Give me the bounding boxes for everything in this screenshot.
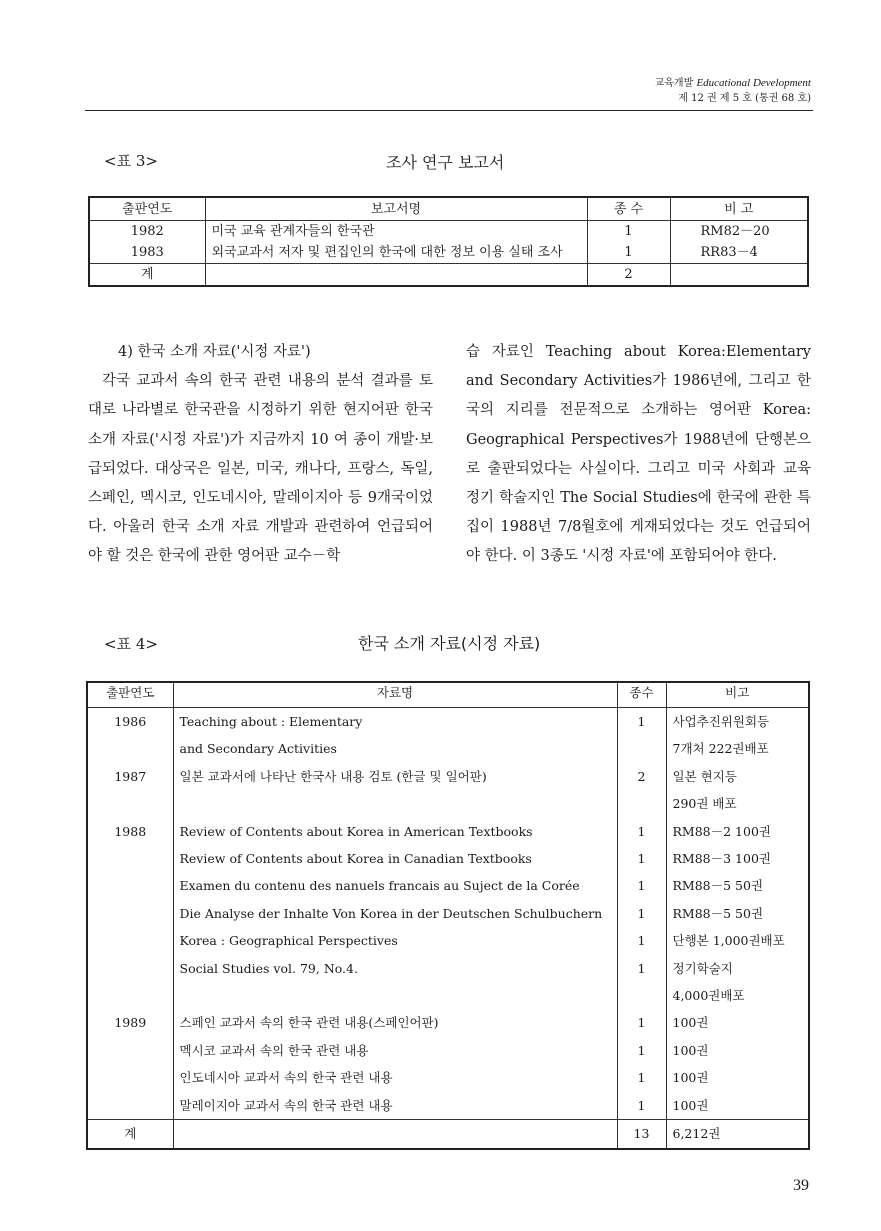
table4-year: 1987	[87, 763, 173, 790]
table4-note: 사업추진위원회등	[666, 708, 809, 736]
table4-year	[87, 1092, 173, 1120]
table4-note: 4,000권배포	[666, 982, 809, 1009]
table4-count: 1	[617, 1009, 666, 1036]
table3-total-row	[89, 264, 808, 287]
table4-count: 1	[617, 818, 666, 845]
table3-count: 1	[587, 221, 670, 243]
table4-note: 290권 배포	[666, 790, 809, 817]
table4-header-note: 비고	[666, 682, 809, 708]
header-rule	[85, 110, 813, 111]
table4	[86, 681, 810, 1150]
table4-name: Die Analyse der Inhalte Von Korea in der Deutschen Schulbuchern	[173, 900, 617, 927]
table4-body	[87, 708, 809, 1120]
table4-year: 1988	[87, 818, 173, 845]
table3	[88, 196, 809, 287]
table4-note: RM88－5 50권	[666, 872, 809, 899]
table-row	[89, 221, 808, 243]
table4-note: RM88－3 100권	[666, 845, 809, 872]
table4-year	[87, 790, 173, 817]
table4-year	[87, 872, 173, 899]
table4-year	[87, 955, 173, 982]
table4-count: 1	[617, 955, 666, 982]
table4-note: RM88－5 50권	[666, 900, 809, 927]
table4-count: 1	[617, 1092, 666, 1120]
table4-name: 인도네시아 교과서 속의 한국 관련 내용	[173, 1064, 617, 1091]
table3-header-name: 보고서명	[205, 197, 587, 221]
table4-year	[87, 735, 173, 762]
table3-year: 1982	[89, 221, 205, 243]
table3-note: RM82－20	[670, 221, 808, 243]
table4-total-row	[87, 1120, 809, 1149]
table4-year: 1989	[87, 1009, 173, 1036]
body-left-column	[88, 338, 433, 572]
table3-header-note: 비 고	[670, 197, 808, 221]
table4-title: 한국 소개 자료(시정 자료)	[358, 634, 541, 653]
table4-year	[87, 982, 173, 1009]
section-heading: 4) 한국 소개 자료('시정 자료')	[118, 344, 311, 360]
body-right-column	[466, 338, 811, 572]
table-row	[87, 1064, 809, 1091]
running-header	[655, 76, 811, 106]
table4-total-count: 13	[617, 1120, 666, 1149]
table4-name: 멕시코 교과서 속의 한국 관련 내용	[173, 1037, 617, 1064]
journal-title-ko: 교육개발	[654, 78, 694, 89]
table4-note: 7개처 222권배포	[666, 735, 809, 762]
table3-note: RR83－4	[670, 242, 808, 264]
table4-name: Examen du contenu des nanuels francais au Suject de la Corée	[173, 872, 617, 899]
table4-year	[87, 1037, 173, 1064]
table4-note: 100권	[666, 1009, 809, 1036]
table4-count	[617, 982, 666, 1009]
table3-caption: <표 3>	[104, 152, 158, 170]
table4-name: Review of Contents about Korea in Canadian Textbooks	[173, 845, 617, 872]
table4-name	[173, 982, 617, 1009]
table4-year: 1986	[87, 708, 173, 736]
table4-count: 2	[617, 763, 666, 790]
table4-year	[87, 845, 173, 872]
table4-count: 1	[617, 845, 666, 872]
page-number: 39	[793, 1177, 809, 1194]
table-row	[87, 763, 809, 790]
table-row	[87, 845, 809, 872]
table3-name: 미국 교육 관계자들의 한국관	[205, 221, 587, 243]
table4-header-year: 출판연도	[87, 682, 173, 708]
table-row	[89, 242, 808, 264]
table3-header-count: 종 수	[587, 197, 670, 221]
table4-name: 스페인 교과서 속의 한국 관련 내용(스페인어판)	[173, 1009, 617, 1036]
table-row	[87, 900, 809, 927]
table4-name: 말레이지아 교과서 속의 한국 관련 내용	[173, 1092, 617, 1120]
table3-header-year: 출판연도	[89, 197, 205, 221]
table-row	[87, 1009, 809, 1036]
table4-note: 정기학술지	[666, 955, 809, 982]
table-row	[87, 1092, 809, 1120]
body-paragraph-right: 습 자료인 Teaching about Korea:Elementary and Secondary Activities가 1986년에, 그리고 한국의 지리를 전문적으로 소개하는 영어판 Korea: Geographical Perspectives가 1988년에 단행본으로 출판되었다는 사실이다. 그리고 미국 사회과 교육 정기 학술지인 The Social Studies에 한국에 관한 특집이 1988년 7/8월호에 게재되었다는 것도 언급되어야 한다. 이 3종도 '시정 자료'에 포함되어야 한다.	[466, 344, 811, 565]
table4-count: 1	[617, 927, 666, 954]
table3-total-label: 계	[89, 264, 205, 287]
table-row	[87, 818, 809, 845]
table3-header-row	[89, 197, 808, 221]
table4-count: 1	[617, 708, 666, 736]
table4-count: 1	[617, 1037, 666, 1064]
table3-year: 1983	[89, 242, 205, 264]
body-paragraph-left: 각국 교과서 속의 한국 관련 내용의 분석 결과를 토대로 나라별로 한국관을 시정하기 위한 현지어판 한국 소개 자료('시정 자료')가 지금까지 10 여 종이 개발·보급되었다. 대상국은 일본, 미국, 캐나다, 프랑스, 독일, 스페인, 멕시코, 인도네시아, 말레이지아 등 9개국이었다. 아울러 한국 소개 자료 개발과 관련하여 언급되어야 할 것은 한국에 관한 영어판 교수－학	[88, 373, 433, 565]
table4-total-label: 계	[87, 1120, 173, 1149]
table-row	[87, 927, 809, 954]
table4-count: 1	[617, 900, 666, 927]
table3-total-count: 2	[587, 264, 670, 287]
table-row	[87, 955, 809, 982]
table4-header-name: 자료명	[173, 682, 617, 708]
table-row	[87, 790, 809, 817]
table4-year	[87, 900, 173, 927]
table4-count: 1	[617, 872, 666, 899]
table4-note: 100권	[666, 1092, 809, 1120]
table4-year	[87, 927, 173, 954]
table4-year	[87, 1064, 173, 1091]
journal-title-en: Educational Development	[696, 77, 811, 89]
table4-name: Review of Contents about Korea in American Textbooks	[173, 818, 617, 845]
table4-count	[617, 790, 666, 817]
table4-note: RM88－2 100권	[666, 818, 809, 845]
table-row	[87, 872, 809, 899]
table4-name: and Secondary Activities	[173, 735, 617, 762]
table4-note: 일본 현지등	[666, 763, 809, 790]
table4-total-note: 6,212권	[666, 1120, 809, 1149]
table4-name: Korea : Geographical Perspectives	[173, 927, 617, 954]
table4-name: 일본 교과서에 나타난 한국사 내용 검토 (한글 및 일어판)	[173, 763, 617, 790]
table4-note: 100권	[666, 1037, 809, 1064]
table3-name: 외국교과서 저자 및 편집인의 한국에 대한 정보 이용 실태 조사	[205, 242, 587, 264]
table4-name: Teaching about : Elementary	[173, 708, 617, 736]
table-row	[87, 982, 809, 1009]
table-row	[87, 1037, 809, 1064]
table3-title: 조사 연구 보고서	[386, 153, 505, 172]
table-row	[87, 708, 809, 736]
table4-note: 100권	[666, 1064, 809, 1091]
table3-count: 1	[587, 242, 670, 264]
issue-info: 제 12 권 제 5 호 (통권 68 호)	[678, 93, 811, 104]
table4-name: Social Studies vol. 79, No.4.	[173, 955, 617, 982]
table4-note: 단행본 1,000권배포	[666, 927, 809, 954]
table4-count	[617, 735, 666, 762]
table4-header-row	[87, 682, 809, 708]
table4-header-count: 종수	[617, 682, 666, 708]
table4-count: 1	[617, 1064, 666, 1091]
table4-caption: <표 4>	[104, 635, 158, 653]
table4-name	[173, 790, 617, 817]
table-row	[87, 735, 809, 762]
